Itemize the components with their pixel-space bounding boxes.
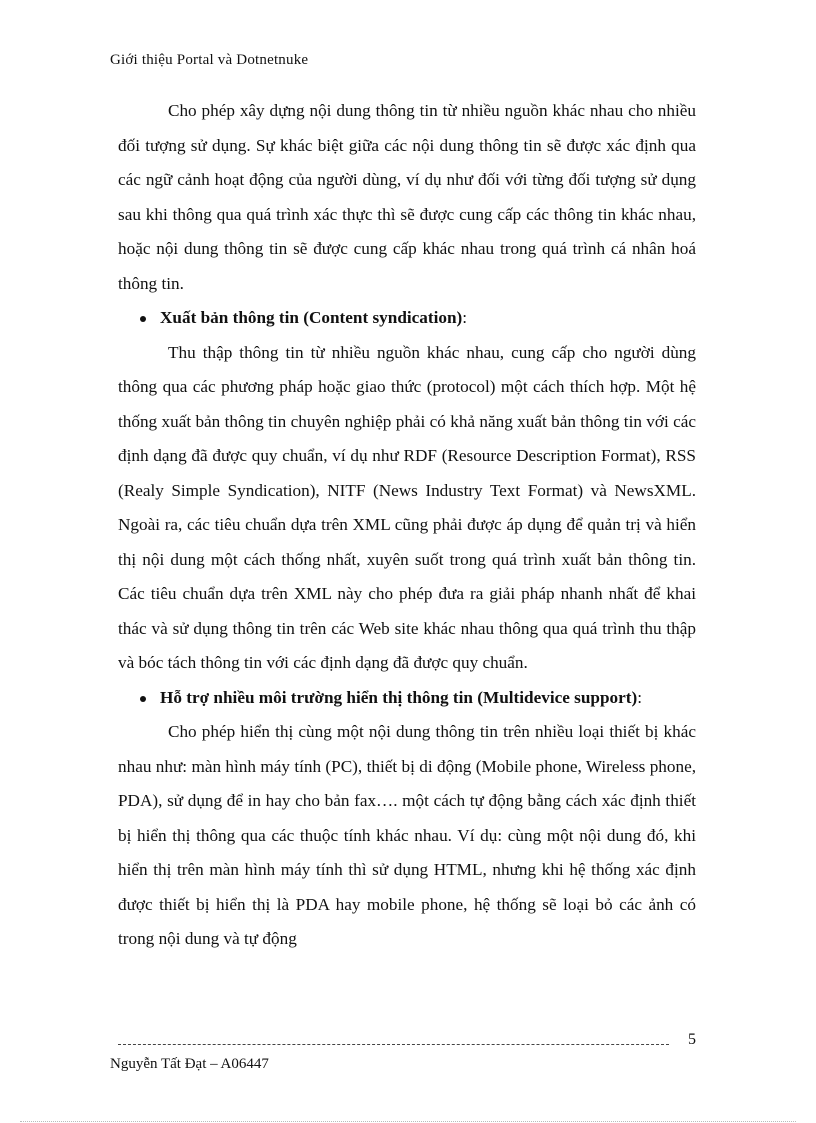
bullet-title: Hỗ trợ nhiều môi trường hiển thị thông tin (Multidevice support) <box>160 687 638 707</box>
bullet-title: Xuất bản thông tin (Content syndication) <box>160 308 463 327</box>
page-header: Giới thiệu Portal và Dotnetnuke <box>110 52 309 68</box>
bullet-icon <box>140 316 146 322</box>
bullet-suffix: : <box>462 308 468 327</box>
page-edge-divider <box>20 1121 796 1122</box>
bullet-suffix: : <box>637 687 642 707</box>
paragraph-content-personalization: Cho phép xây dựng nội dung thông tin từ nhiều nguồn khác nhau cho nhiều đối tượng sử dụng. Sự khác biệt giữa các nội dung thông tin sẽ được xác định qua các ngữ cảnh hoạt động của người dùng, ví dụ như đối với từng đối tượng sử dụng sau khi thông qua quá trình xác thực thì sẽ được cung cấp các thông tin khác nhau, hoặc nội dung thông tin sẽ được cung cấp khác nhau trong quá trình cá nhân hoá thông tin. <box>118 101 696 293</box>
page-number: 5 <box>688 1031 696 1048</box>
footer-divider <box>118 1044 669 1045</box>
bullet-multidevice-support <box>118 681 696 716</box>
bullet-icon <box>140 696 146 702</box>
document-body <box>118 94 696 957</box>
paragraph-multidevice-support: Cho phép hiển thị cùng một nội dung thông tin trên nhiều loại thiết bị khác nhau như: màn hình máy tính (PC), thiết bị di động (Mobile phone, Wireless phone, PDA), sử dụng để in hay cho bản fax…. một cách tự động bằng cách xác định thiết bị hiển thị thông qua các thuộc tính khác nhau. Ví dụ: cùng một nội dung đó, khi hiển thị trên màn hình máy tính thì sử dụng HTML, nhưng khi hệ thống xác định được thiết bị hiển thị là PDA hay mobile phone, hệ thống sẽ loại bỏ các ảnh có trong nội dung và tự động <box>118 722 696 948</box>
paragraph-content-syndication: Thu thập thông tin từ nhiều nguồn khác nhau, cung cấp cho người dùng thông qua các phương pháp hoặc giao thức (protocol) một cách thích hợp. Một hệ thống xuất bản thông tin chuyên nghiệp phải có khả năng xuất bản thông tin với các định dạng đã được quy chuẩn, ví dụ như RDF (Resource Description Format), RSS (Realy Simple Syndication), NITF (News Industry Text Format) và NewsXML. Ngoài ra, các tiêu chuẩn dựa trên XML cũng phải được áp dụng để quản trị và hiển thị nội dung một cách thống nhất, xuyên suốt trong quá trình xuất bản thông tin. Các tiêu chuẩn dựa trên XML này cho phép đưa ra giải pháp nhanh nhất để khai thác và sử dụng thông tin trên các Web site khác nhau thông qua quá trình thu thập và bóc tách thông tin với các định dạng đã được quy chuẩn. <box>118 342 696 672</box>
bullet-content-syndication <box>118 301 696 336</box>
footer-author: Nguyễn Tất Đạt – A06447 <box>110 1056 269 1072</box>
